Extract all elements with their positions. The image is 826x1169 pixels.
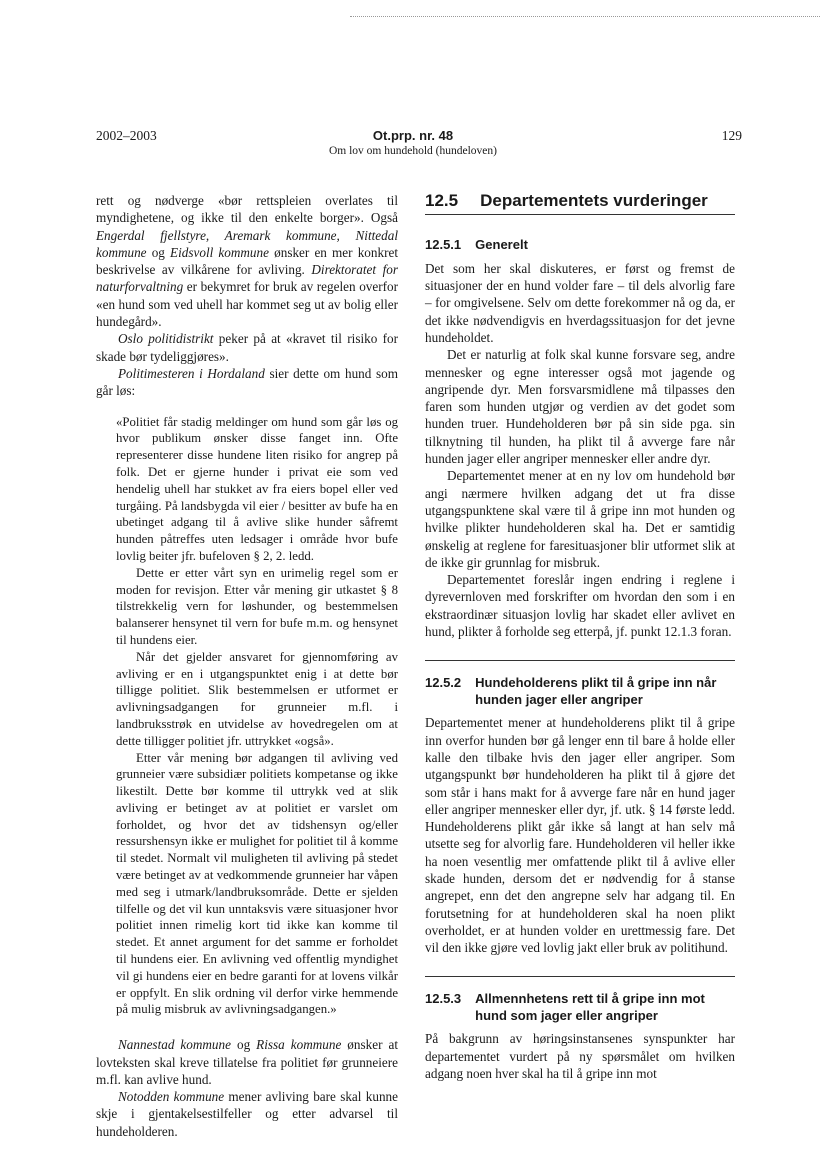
paragraph: Departementet foreslår ingen endring i reglene i dyrevernloven med forskrifter om hvordan den som i en ekstraordinær situasjon lovlig har skadet eller avlivet en hund, plikter å forholde seg etterpå, jf. punkt 12.1.3 foran. — [425, 572, 735, 640]
paragraph — [96, 330, 398, 365]
org-name: Rissa kommune — [256, 1037, 342, 1053]
text: og — [230, 1037, 257, 1053]
running-header — [0, 128, 826, 157]
paragraph: På bakgrunn av høringsinstansenes synspunkter har departementet vurdert på ny spørsmålet om hvilken adgang noen hver skal ha til å gripe inn mot — [425, 1031, 735, 1082]
top-dotted-rule — [350, 16, 820, 17]
subsection-title: Generelt — [475, 237, 528, 253]
left-column — [96, 192, 398, 1140]
paragraph — [96, 1036, 398, 1088]
text: rett og nødverge «bør rettspleien overlates til myndighetene, og ikke til den enkelte borger». Også — [96, 193, 398, 226]
text: er bekymret for bruk av regelen overfor «en hund som ved uhell har kommet seg ut av bolig eller hundegård». — [96, 279, 398, 330]
subsection-title: Allmennhetens rett til å gripe inn mot hund som jager eller angriper — [475, 991, 705, 1023]
section-title: Departementets vurderinger — [480, 191, 708, 210]
section-divider — [425, 976, 735, 977]
subsection-heading — [425, 675, 735, 708]
org-name: Engerdal fjellstyre, Aremark kommune, Nittedal kommune — [96, 227, 398, 260]
page-number: 129 — [721, 128, 742, 143]
subsection-heading — [425, 991, 735, 1024]
paragraph — [96, 192, 398, 330]
subsection-number: 12.5.2 — [425, 675, 462, 691]
org-name: Oslo politidistrikt — [118, 331, 214, 347]
paragraph: Det er naturlig at folk skal kunne forsvare seg, andre mennesker og egne interesser også mot jagende og angripende dyr. Men forsvarsmidlene må tilpasses den faren som hunden utgjør og verdien av det godet som hunden truer. Hundeholderen bør på sin side pga. sin tilknytning til hunden, ha plikt til å avverge fare når hunden jager eller angriper mennesker eller andre dyr. — [425, 347, 735, 467]
subsection-title: Hundeholderens plikt til å gripe inn når hunden jager eller angriper — [475, 675, 717, 707]
text: sier dette om hund som går løs: — [96, 365, 398, 399]
org-name: Notodden kommune — [118, 1089, 225, 1105]
document-title: Ot.prp. nr. 48 — [372, 128, 454, 143]
quote-paragraph: Når det gjelder ansvaret for gjennomføring av avliving er en i utgangspunktet enig i at dette bør tilligge politiet. Slik bestemmelsen er utformet er avlivningsadgangen for grunneier m.fl. i landbruksstrøk en utvidelse av hovedregelen om at dette tilligger politiet jfr. uttrykket «også». — [116, 649, 398, 748]
org-name: Eidsvoll kommune — [170, 244, 269, 260]
org-name: Politimesteren i Hordaland — [118, 365, 265, 381]
text: og — [146, 244, 171, 260]
section-divider — [425, 660, 735, 661]
section-heading — [425, 192, 735, 215]
text: ønsker at lovteksten skal kreve tillatelse fra politiet før grunneiere m.fl. kan avlive hund. — [96, 1037, 398, 1087]
text: peker på at «kravet til risiko for skade bør tydeliggjøres». — [96, 331, 399, 364]
paragraph: Det som her skal diskuteres, er først og fremst de situasjoner der en hund volder fare – til dels alvorlig fare – for omgivelsene. Selv om dette forekommer nå og da, er det ikke nødvendigvis en hverdagssituasjon for det jevne hundeholdet. — [425, 260, 735, 345]
paragraph — [96, 365, 398, 400]
quote-paragraph: Dette er etter vårt syn en urimelig regel som er moden for revisjon. Etter vår mening gir utkastet § 8 tilstrekkelig vern for løshunder, og bestemmelsen balanserer hensynet til vern for bufe m.m. og hensynet til hundens eier. — [116, 565, 398, 647]
subsection-number: 12.5.3 — [425, 991, 462, 1007]
org-name: Direktoratet for naturforvaltning — [96, 262, 398, 295]
subsection-number: 12.5.1 — [425, 237, 462, 253]
right-column — [425, 192, 735, 1082]
paragraph — [96, 1088, 398, 1140]
org-name: Nannestad kommune — [118, 1037, 231, 1053]
section-number: 12.5 — [425, 191, 459, 210]
text: ønsker en mer konkret beskrivelse av vilkårene for avliving. — [96, 244, 398, 278]
quote-paragraph: «Politiet får stadig meldinger om hund som går løs og hvor publikum ønsker disse fanget inn. Ofte representerer disse hundene liten risiko for angrep på folk. Det er gjerne hunder i privat eie som ved hendelig uhell har stukket av fra eiers bopel eller ved turgåing. På landsbygda vil eier / besitter av bufe ha en ubetinget adgang til å avlive slike hunder såfremt hunden påtreffes uten ledsager i område hvor bufe lovlig beiter jfr. bufeloven § 2, 2. ledd. — [116, 414, 398, 563]
text: mener avliving bare skal kunne skje i gjentakelsestilfeller og etter advarsel til hundeholderen. — [96, 1089, 398, 1139]
block-quote — [116, 414, 398, 1019]
paragraph: Departementet mener at en ny lov om hundehold bør angi nærmere hvilken adgang det ut fra disse utgangspunktene skal være til å gripe inn mot hunden og hvilke plikter hundeholderen skal ha. Det er samtidig ønskelig at reglene for faresituasjoner blir utformet slik at de ikke gir grunnlag for misbruk. — [425, 468, 735, 570]
header-year: 2002–2003 — [96, 128, 157, 143]
paragraph: Departementet mener at hundeholderens plikt til å gripe inn overfor hunden bør gå lenger enn til bare å holde eller kalle den tilbake hvis den jager eller angriper. Som utgangspunkt bør hundeholderen ha plikt til å gjøre det som står i hans makt for å avverge fare når en hund jager eller angriper mennesker eller dyr, jf. utk. § 14 første ledd. Hundeholderens plikt går ikke så langt at han selv må utsette seg for alvorlig fare. Hundeholderen vil heller ikke ha noen vesentlig mer omfattende plikt til å avlive eller skade hunden, dersom det er nødvendig for å stanse angrepet, enn det den angrepne selv har adgang til. En forutsetning for at hundeholderen skal ha noen plikt overholdet, er at hunden volder en urettmessig fare. Det vil den ikke gjøre ved lovlig jakt eller bruk av politihund. — [425, 715, 735, 956]
subsection-heading — [425, 237, 735, 254]
document-subtitle: Om lov om hundehold (hundeloven) — [328, 145, 497, 157]
quote-paragraph: Etter vår mening bør adgangen til avliving ved grunneier være subsidiær politiets kompetanse og ikke likestilt. Dette bør komme til uttrykk ved at slik avliving er betinget av at politiet er varslet om forholdet, og hvor det av tidshensyn og/eller ressurshensyn ikke er mulighet for politiet til å komme til stedet. Normalt vil muligheten til avliving på stedet være betinget av at vedkommende grunneier har våpen med seg i utmark/landbruksområde. Dette er sjelden tilfelle og det vil kun unntaksvis være situasjoner hvor politiet innen rimelig kort tid ikke kan komme til stedet. Et annet argument for det samme er forholdet til hundens eier. En avlivning ved offentlig myndighet vil gi hundens eier en bedre garanti for at lovens vilkår er oppfylt. En slik ordning vil derfor virke hemmende på mulig misbruk av avlivningsadgangen.» — [116, 750, 398, 1017]
